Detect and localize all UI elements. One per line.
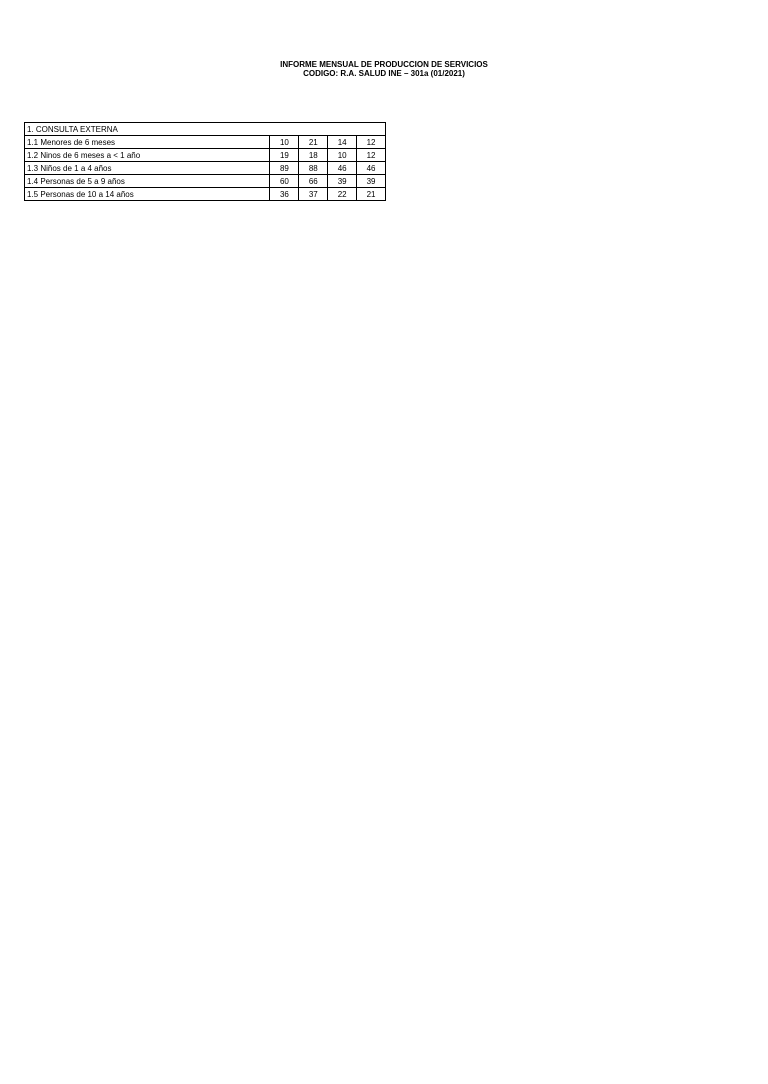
table-row: 1.5 Personas de 10 a 14 años 36 37 22 21 — [25, 188, 386, 201]
report-code: CODIGO: R.A. SALUD INE – 301a (01/2021) — [303, 69, 465, 78]
section-1-table — [24, 122, 386, 201]
section-1-title: 1. CONSULTA EXTERNA — [25, 123, 386, 136]
table-row: 1.4 Personas de 5 a 9 años 60 66 39 39 — [25, 175, 386, 188]
report-title: INFORME MENSUAL DE PRODUCCION DE SERVICIOS — [280, 60, 488, 69]
table-row: 1.3 Niños de 1 a 4 años 89 88 46 46 — [25, 162, 386, 175]
table-row: 1.2 Ninos de 6 meses a < 1 año 19 18 10 12 — [25, 149, 386, 162]
table-row: 1.1 Menores de 6 meses 10 21 14 12 — [25, 136, 386, 149]
